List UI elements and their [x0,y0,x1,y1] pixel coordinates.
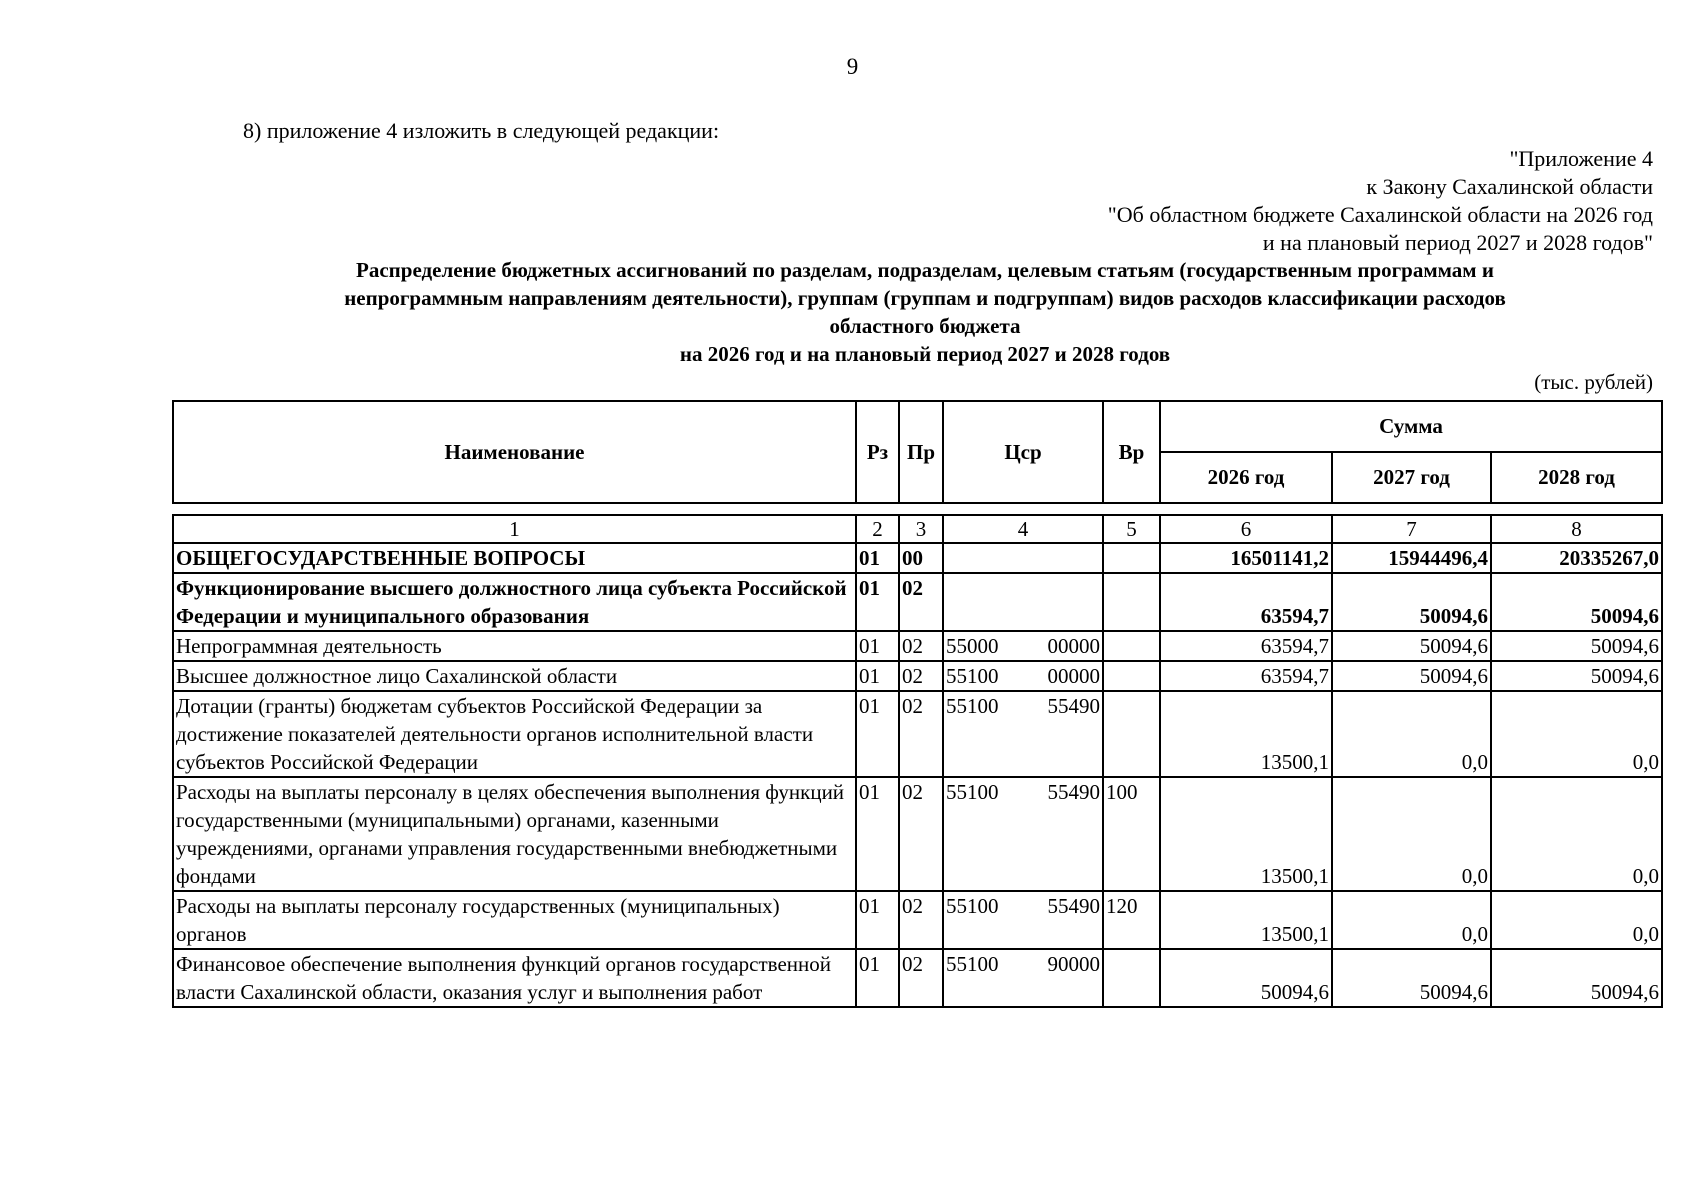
header-name: Наименование [173,401,856,503]
csr-direction: 55490 [1047,894,1100,918]
csr-program: 55100 [946,780,999,804]
intro-text: 8) приложение 4 изложить в следующей редакции: [243,118,720,143]
header-year-2028: 2028 год [1491,452,1662,503]
row-rz: 01 [856,891,899,949]
row-csr [943,543,1103,573]
row-csr [943,691,1103,777]
table-row [173,573,1662,631]
row-name: Высшее должностное лицо Сахалинской области [173,661,856,691]
row-sum-2028: 0,0 [1491,691,1662,777]
row-sum-2027: 50094,6 [1332,573,1491,631]
header-sum: Сумма [1160,401,1662,452]
row-sum-2026: 13500,1 [1160,777,1332,891]
row-rz: 01 [856,661,899,691]
row-rz: 01 [856,631,899,661]
row-vr [1103,631,1160,661]
row-csr [943,949,1103,1007]
row-csr [943,631,1103,661]
csr-direction: 90000 [1047,952,1100,976]
csr-direction: 00000 [1047,634,1100,658]
header-csr: Цср [943,401,1103,503]
title-line: непрограммным направлениям деятельности), группам (группам и подгруппам) видов расходов классификации расходов [344,286,1506,310]
row-vr: 120 [1103,891,1160,949]
table-row [173,543,1662,573]
csr-program: 55100 [946,894,999,918]
csr-program: 55000 [946,634,999,658]
column-numbers-row [173,515,1662,543]
row-sum-2026: 63594,7 [1160,661,1332,691]
row-sum-2026: 63594,7 [1160,631,1332,661]
row-pr: 02 [899,949,943,1007]
row-sum-2028: 50094,6 [1491,573,1662,631]
header-year-2026: 2026 год [1160,452,1332,503]
row-csr [943,777,1103,891]
row-pr: 02 [899,891,943,949]
budget-table [172,514,1663,1008]
column-number: 6 [1160,515,1332,543]
row-sum-2026: 13500,1 [1160,691,1332,777]
row-sum-2027: 50094,6 [1332,949,1491,1007]
row-vr [1103,573,1160,631]
row-pr: 00 [899,543,943,573]
csr-direction: 55490 [1047,780,1100,804]
csr-program: 55100 [946,664,999,688]
row-vr: 100 [1103,777,1160,891]
row-sum-2026: 50094,6 [1160,949,1332,1007]
row-sum-2026: 63594,7 [1160,573,1332,631]
table-row [173,631,1662,661]
appendix-line: "Приложение 4 [1509,146,1653,171]
appendix-line: и на плановый период 2027 и 2028 годов" [1262,230,1653,255]
row-rz: 01 [856,543,899,573]
row-pr: 02 [899,661,943,691]
page-number: 9 [846,54,859,79]
row-rz: 01 [856,691,899,777]
title-line: областного бюджета [829,314,1021,338]
row-sum-2027: 50094,6 [1332,661,1491,691]
column-number: 8 [1491,515,1662,543]
document-title [160,256,1690,368]
appendix-reference [1108,145,1653,257]
appendix-line: "Об областном бюджете Сахалинской области на 2026 год [1107,202,1653,227]
row-csr [943,661,1103,691]
table-row [173,661,1662,691]
row-sum-2028: 50094,6 [1491,631,1662,661]
units-label: (тыс. рублей) [1534,370,1653,394]
row-sum-2026: 13500,1 [1160,891,1332,949]
row-name: Непрограммная деятельность [173,631,856,661]
column-number: 1 [173,515,856,543]
row-sum-2027: 15944496,4 [1332,543,1491,573]
row-rz: 01 [856,949,899,1007]
table-row [173,691,1662,777]
row-rz: 01 [856,573,899,631]
row-vr [1103,691,1160,777]
row-name: Функционирование высшего должностного лица субъекта Российской Федерации и муниципального образования [173,573,856,631]
row-vr [1103,949,1160,1007]
row-sum-2027: 0,0 [1332,777,1491,891]
row-sum-2026: 16501141,2 [1160,543,1332,573]
row-name: ОБЩЕГОСУДАРСТВЕННЫЕ ВОПРОСЫ [173,543,856,573]
table-row [173,891,1662,949]
column-number: 2 [856,515,899,543]
column-number: 4 [943,515,1103,543]
row-sum-2028: 0,0 [1491,891,1662,949]
table-header [172,400,1663,504]
title-line: на 2026 год и на плановый период 2027 и 2028 годов [679,342,1171,366]
row-sum-2028: 20335267,0 [1491,543,1662,573]
csr-direction: 00000 [1047,664,1100,688]
row-vr [1103,543,1160,573]
row-sum-2028: 50094,6 [1491,661,1662,691]
row-sum-2027: 0,0 [1332,691,1491,777]
row-sum-2028: 0,0 [1491,777,1662,891]
row-csr [943,573,1103,631]
column-number: 7 [1332,515,1491,543]
appendix-line: к Закону Сахалинской области [1366,174,1653,199]
csr-program: 55100 [946,952,999,976]
row-vr [1103,661,1160,691]
column-number: 5 [1103,515,1160,543]
table-row [173,777,1662,891]
header-rz: Рз [856,401,899,503]
row-name: Расходы на выплаты персоналу в целях обеспечения выполнения функций государственными (муниципальными) органами, казенными учреждениями, органами управления государственными внебюджетными фондами [173,777,856,891]
row-pr: 02 [899,573,943,631]
row-pr: 02 [899,631,943,661]
row-name: Расходы на выплаты персоналу государственных (муниципальных) органов [173,891,856,949]
row-sum-2027: 0,0 [1332,891,1491,949]
row-pr: 02 [899,777,943,891]
column-number: 3 [899,515,943,543]
header-pr: Пр [899,401,943,503]
row-rz: 01 [856,777,899,891]
row-name: Дотации (гранты) бюджетам субъектов Российской Федерации за достижение показателей деятельности органов исполнительной власти субъектов Российской Федерации [173,691,856,777]
csr-program: 55100 [946,694,999,718]
header-vr: Вр [1103,401,1160,503]
row-csr [943,891,1103,949]
row-sum-2027: 50094,6 [1332,631,1491,661]
title-line: Распределение бюджетных ассигнований по разделам, подразделам, целевым статьям (государственным программам и [356,258,1494,282]
row-name: Финансовое обеспечение выполнения функций органов государственной власти Сахалинской области, оказания услуг и выполнения работ [173,949,856,1007]
row-pr: 02 [899,691,943,777]
table-row [173,949,1662,1007]
csr-direction: 55490 [1047,694,1100,718]
header-year-2027: 2027 год [1332,452,1491,503]
row-sum-2028: 50094,6 [1491,949,1662,1007]
